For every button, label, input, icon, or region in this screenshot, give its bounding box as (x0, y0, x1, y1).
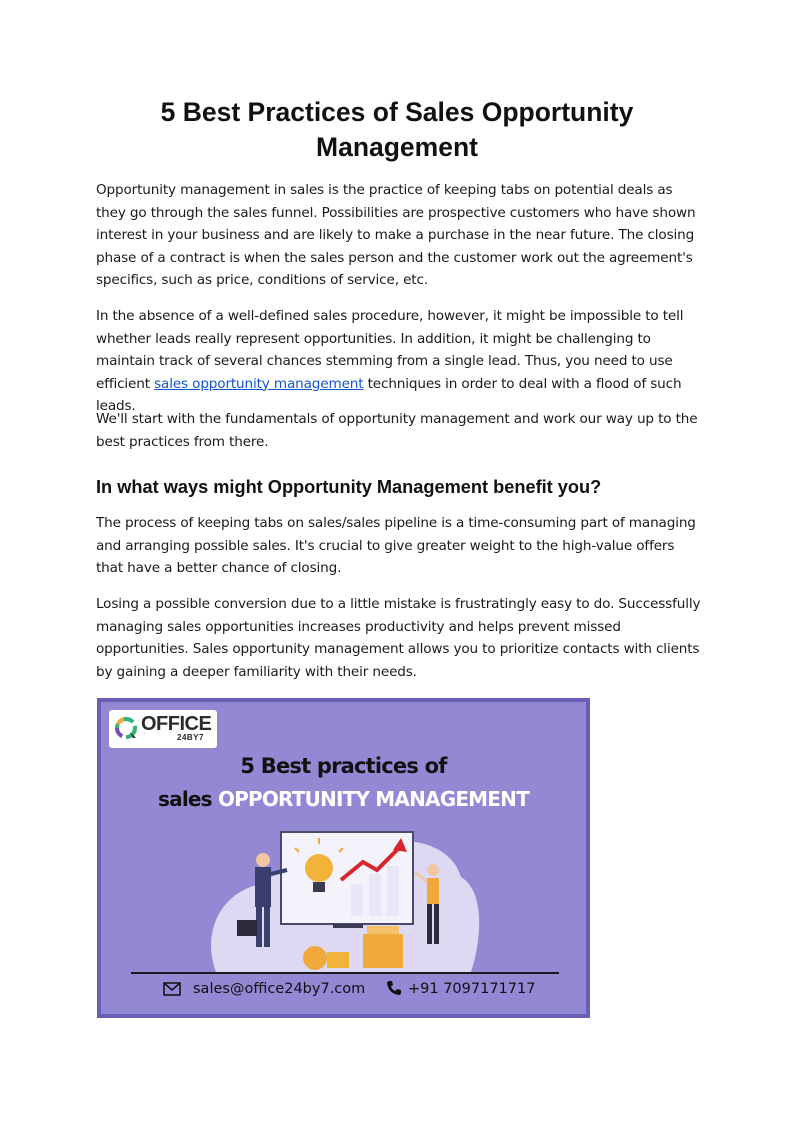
title-line-1: 5 Best Practices of Sales Opportunity (160, 97, 634, 127)
logo-subtext: 24BY7 (177, 733, 204, 742)
second-paragraph-text-b: techniques in order to deal with a flood of such leads. (96, 375, 682, 414)
section-paragraph-2: Losing a possible conversion due to a little mistake is frustratingly easy to do. Successfully managing sales opportunities increases productivity and helps prevent missed opportunities. Sales opportunity management allows you to prioritize contacts with clients by gaining a deeper familiarity with their needs. (96, 596, 701, 680)
title-line-2: Management (316, 132, 478, 162)
intro-paragraph: Opportunity management in sales is the practice of keeping tabs on potential deals as they go through the sales funnel. Possibilities are prospective customers who have shown interest in your business and are likely to make a purchase in the near future. The closing phase of a contract is when the sales person and the customer work out the agreement's specifics, such as price, conditions of service, etc. (96, 182, 696, 288)
office24by7-logo (109, 710, 217, 748)
logo-mark-icon (114, 716, 140, 742)
banner-headline-2-light: OPPORTUNITY MANAGEMENT (217, 787, 529, 811)
third-paragraph: We'll start with the fundamentals of opportunity management and work our way up to the best practices from there. (96, 411, 698, 450)
banner-divider (131, 972, 559, 974)
second-paragraph-text-a: In the absence of a well-defined sales procedure, however, it might be impossible to tell whether leads really represent opportunities. In addition, it might be challenging to maintain track of several chances stemming from a single lead. Thus, you need to use efficient (96, 308, 684, 392)
sales-opportunity-management-link[interactable]: sales opportunity management (154, 375, 364, 392)
section-heading: In what ways might Opportunity Management benefit you? (96, 477, 602, 497)
banner-email: sales@office24by7.com (193, 981, 366, 997)
section-paragraph-1: The process of keeping tabs on sales/sales pipeline is a time-consuming part of managing and arranging possible sales. It's crucial to give greater weight to the high-value offers that have a better chance of closing. (96, 515, 696, 576)
logo-wordmark: OFFICE (141, 713, 212, 735)
phone-icon (386, 980, 402, 996)
banner-phone: +91 7097171717 (408, 981, 536, 997)
sales-illustration (101, 822, 586, 972)
promo-banner-image (97, 698, 590, 1018)
banner-headline-2-dark: sales (158, 787, 218, 811)
banner-headline-2 (101, 787, 586, 811)
second-paragraph (96, 305, 702, 418)
page-title (96, 95, 698, 165)
banner-headline-1: 5 Best practices of (240, 754, 447, 778)
envelope-icon (163, 982, 181, 996)
